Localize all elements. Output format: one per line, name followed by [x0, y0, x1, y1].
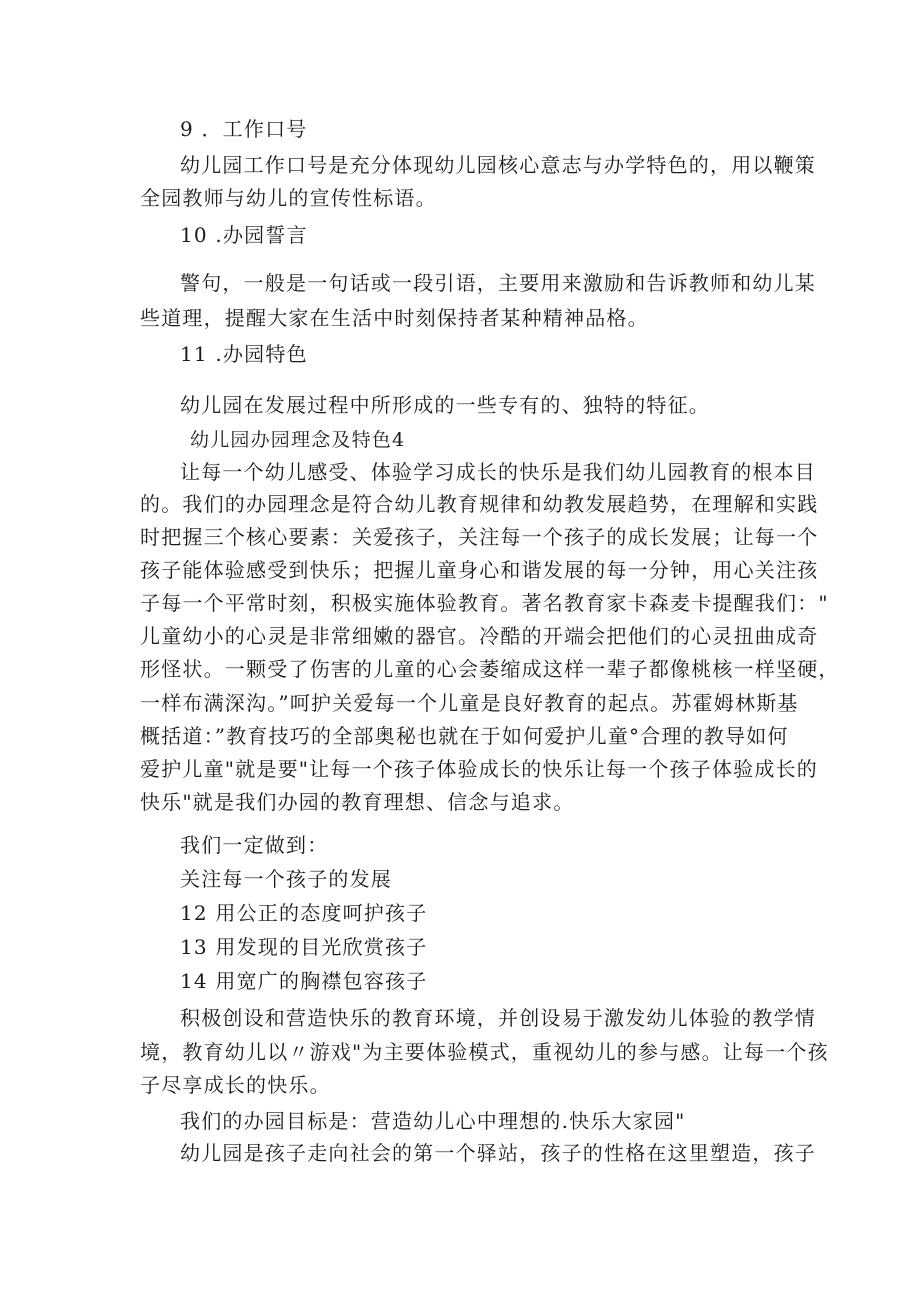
paragraph-line: 形怪状。一颗受了伤害的儿童的心会萎缩成这样一辈子都像桃核一样坚硬，	[140, 657, 840, 681]
paragraph-line: 全园教师与幼儿的宣传性标语。	[140, 186, 437, 210]
list-intro: 我们一定做到：	[180, 833, 329, 857]
paragraph-line: 孩子能体验感受到快乐；把握儿童身心和谐发展的每一分钟，用心关注孩	[140, 558, 819, 582]
paragraph-line: 爱护儿童"就是要"让每一个孩子体验成长的快乐让每一个孩子体验成长的	[140, 757, 818, 781]
list-item: 14 用宽广的胸襟包容孩子	[180, 969, 428, 993]
list-item: 13 用发现的目光欣赏孩子	[180, 935, 428, 959]
paragraph-line: 些道理，提醒大家在生活中时刻保持者某种精神品格。	[140, 306, 649, 330]
paragraph-line: 幼儿园在发展过程中所形成的一些专有的、独特的特征。	[180, 393, 710, 417]
paragraph-line: 子每一个平常时刻，积极实施体验教育。著名教育家卡森麦卡提醒我们："	[140, 591, 829, 615]
paragraph-line: 境，教育幼儿以〃游戏"为主要体验模式，重视幼儿的参与感。让每一个孩	[140, 1040, 829, 1064]
paragraph-line: 子尽享成长的快乐。	[140, 1073, 331, 1097]
list-item: 关注每一个孩子的发展	[180, 867, 392, 891]
paragraph-line: 警句，一般是一句话或一段引语，主要用来激励和告诉教师和幼儿某	[180, 271, 816, 295]
section-10-heading: 10 .办园誓言	[180, 223, 308, 247]
paragraph-line: 的。我们的办园理念是符合幼儿教育规律和幼教发展趋势，在理解和实践	[140, 492, 819, 516]
paragraph-line: 幼儿园是孩子走向社会的第一个驿站，孩子的性格在这里塑造，孩子	[180, 1141, 816, 1165]
paragraph-line: 儿童幼小的心灵是非常细嫩的器官。冷酷的开端会把他们的心灵扭曲成奇	[140, 624, 819, 648]
paragraph-line: 让每一个幼儿感受、体验学习成长的快乐是我们幼儿园教育的根本目	[180, 460, 816, 484]
paragraph-line: 幼儿园工作口号是充分体现幼儿园核心意志与办学特色的，用以鞭策	[180, 153, 816, 177]
paragraph-line: 积极创设和营造快乐的教育环境，并创设易于激发幼儿体验的教学情	[180, 1006, 816, 1030]
paragraph-line: 快乐"就是我们办园的教育理想、信念与追求。	[140, 790, 575, 814]
subsection-title: 幼儿园办园理念及特色4	[190, 429, 406, 451]
section-9-heading: 9 ．工作口号	[180, 117, 308, 141]
paragraph-line: 时把握三个核心要素：关爱孩子，关注每一个孩子的成长发展；让每一个	[140, 525, 819, 549]
paragraph-line: 我们的办园目标是：营造幼儿心中理想的.快乐大家园"	[180, 1109, 686, 1133]
list-item: 12 用公正的态度呵护孩子	[180, 901, 428, 925]
paragraph-line: 一样布满深沟。”呵护关爱每一个儿童是良好教育的起点。苏霍姆林斯基	[140, 691, 799, 715]
paragraph-line: 概括道：”教育技巧的全部奥秘也就在于如何爱护儿童°合理的教导如何	[140, 724, 789, 748]
section-11-heading: 11 .办园特色	[180, 342, 308, 366]
